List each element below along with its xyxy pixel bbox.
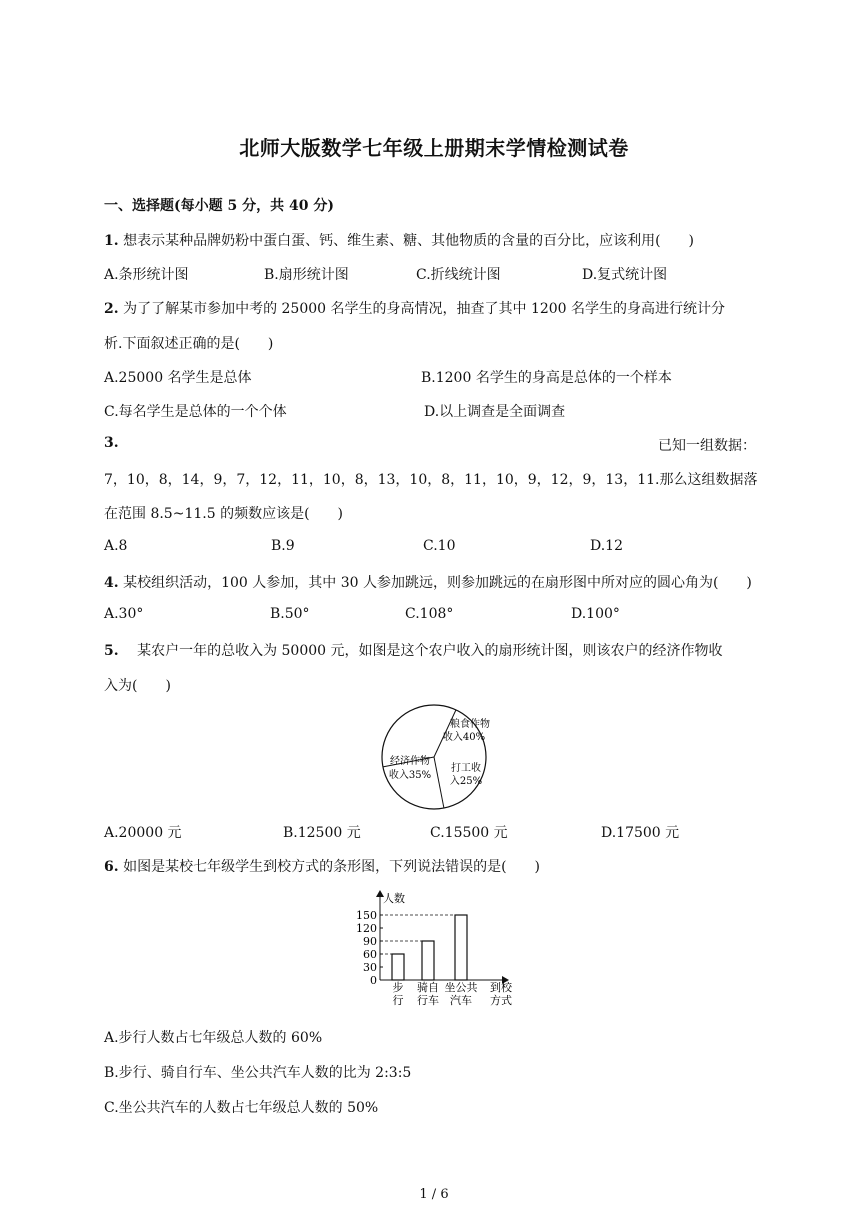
question-number: 1. xyxy=(104,233,119,249)
page-number: 1 / 6 xyxy=(419,1187,449,1202)
option-d: D.复式统计图 xyxy=(582,267,668,283)
option-b: B.1200 名学生的身高是总体的一个样本 xyxy=(421,370,672,386)
pie-chart xyxy=(376,700,496,816)
question-number: 5. xyxy=(104,643,119,659)
pie-slice-boundary-1 xyxy=(434,757,444,808)
question-4 xyxy=(104,572,752,592)
option-c: C.每名学生是总体的一个个体 xyxy=(104,404,287,420)
option-c: C.10 xyxy=(423,538,456,554)
category-label: 骑自 xyxy=(417,981,439,994)
question-text: 想表示某种品牌奶粉中蛋白蛋、钙、维生素、糖、其他物质的含量的百分比，应该利用( ) xyxy=(123,233,694,249)
pie-label-grain-1: 粮食作物 xyxy=(450,719,490,730)
option-c: C.坐公共汽车的人数占七年级总人数的 50% xyxy=(104,1100,379,1116)
question-text-cont: 入为( ) xyxy=(104,678,171,694)
x-categories xyxy=(393,980,478,1007)
option-c: C.15500 元 xyxy=(430,825,508,841)
option-a: A.25000 名学生是总体 xyxy=(104,370,252,386)
x-axis-label-2: 方式 xyxy=(490,994,512,1007)
bar-chart xyxy=(340,885,530,1015)
option-a: A.20000 元 xyxy=(104,825,182,841)
y-ticks xyxy=(356,909,383,987)
option-b: B.扇形统计图 xyxy=(264,267,349,283)
pie-label-work-1: 打工收 xyxy=(451,763,481,774)
x-axis-label-1: 到校 xyxy=(490,981,512,994)
question-text: 已知一组数据： xyxy=(658,438,756,454)
category-label: 步 xyxy=(392,981,404,994)
option-d: D.100° xyxy=(571,606,620,622)
bars xyxy=(380,915,467,980)
question-text: 为了了解某市参加中考的 25000 名学生的身高情况，抽查了其中 1200 名学生的身高进行统计分 xyxy=(123,301,726,317)
question-text-cont: 析.下面叙述正确的是( ) xyxy=(104,336,274,352)
option-b: B.步行、骑自行车、坐公共汽车人数的比为 2:3:5 xyxy=(104,1065,412,1081)
option-a: A.30° xyxy=(104,606,144,622)
bar xyxy=(422,941,434,980)
question-text: 如图是某校七年级学生到校方式的条形图，下列说法错误的是( ) xyxy=(123,859,541,875)
section-heading: 一、选择题(每小题 5 分，共 40 分) xyxy=(104,198,334,214)
y-tick-label: 150 xyxy=(356,909,377,922)
y-tick-label: 120 xyxy=(356,922,377,935)
question-number: 3. xyxy=(104,435,119,451)
y-tick-label: 60 xyxy=(363,948,377,961)
pie-label-work-2: 入25% xyxy=(449,776,483,787)
question-number: 2. xyxy=(104,301,119,317)
question-number: 4. xyxy=(104,575,119,591)
option-c: C.108° xyxy=(405,606,454,622)
question-text: 某农户一年的总收入为 50000 元，如图是这个农户收入的扇形统计图，则该农户的经济作物收 xyxy=(137,643,723,659)
option-a: A.步行人数占七年级总人数的 60% xyxy=(104,1030,323,1046)
option-a: A.条形统计图 xyxy=(104,267,189,283)
option-b: B.9 xyxy=(271,538,295,554)
page-title: 北师大版数学七年级上册期末学情检测试卷 xyxy=(239,136,629,160)
y-tick-label: 90 xyxy=(363,935,377,948)
option-b: B.50° xyxy=(270,606,310,622)
option-d: D.以上调查是全面调查 xyxy=(424,404,566,420)
pie-label-cash-2: 收入35% xyxy=(388,770,432,781)
question-2 xyxy=(104,298,725,318)
question-text: 某校组织活动，100 人参加，其中 30 人参加跳远，则参加跳远的在扇形图中所对应的圆心角为( ) xyxy=(123,575,752,591)
category-label: 行车 xyxy=(417,994,439,1007)
question-data: 7，10，8，14，9，7，12，11，10，8，13，10，8，11，10，9，12，9，13，11.那么这组数据落 xyxy=(104,472,758,488)
pie-label-cash-1: 经济作物 xyxy=(390,756,430,767)
option-b: B.12500 元 xyxy=(283,825,361,841)
option-d: D.12 xyxy=(590,538,623,554)
bar xyxy=(392,954,404,980)
question-number: 6. xyxy=(104,859,119,875)
question-3 xyxy=(104,435,119,451)
category-label: 行 xyxy=(392,994,404,1007)
y-tick-label: 0 xyxy=(370,974,377,987)
question-6 xyxy=(104,856,540,876)
y-axis-label: 人数 xyxy=(383,892,405,905)
question-5 xyxy=(104,640,723,660)
option-d: D.17500 元 xyxy=(601,825,680,841)
y-tick-label: 30 xyxy=(363,961,377,974)
question-1 xyxy=(104,230,694,250)
pie-label-grain-2: 收入40% xyxy=(442,732,486,743)
category-label: 坐公共 xyxy=(444,981,478,994)
option-a: A.8 xyxy=(104,538,128,554)
bar xyxy=(455,915,467,980)
question-text-cont: 在范围 8.5~11.5 的频数应该是( ) xyxy=(104,506,343,522)
category-label: 汽车 xyxy=(450,994,472,1007)
option-c: C.折线统计图 xyxy=(416,267,501,283)
